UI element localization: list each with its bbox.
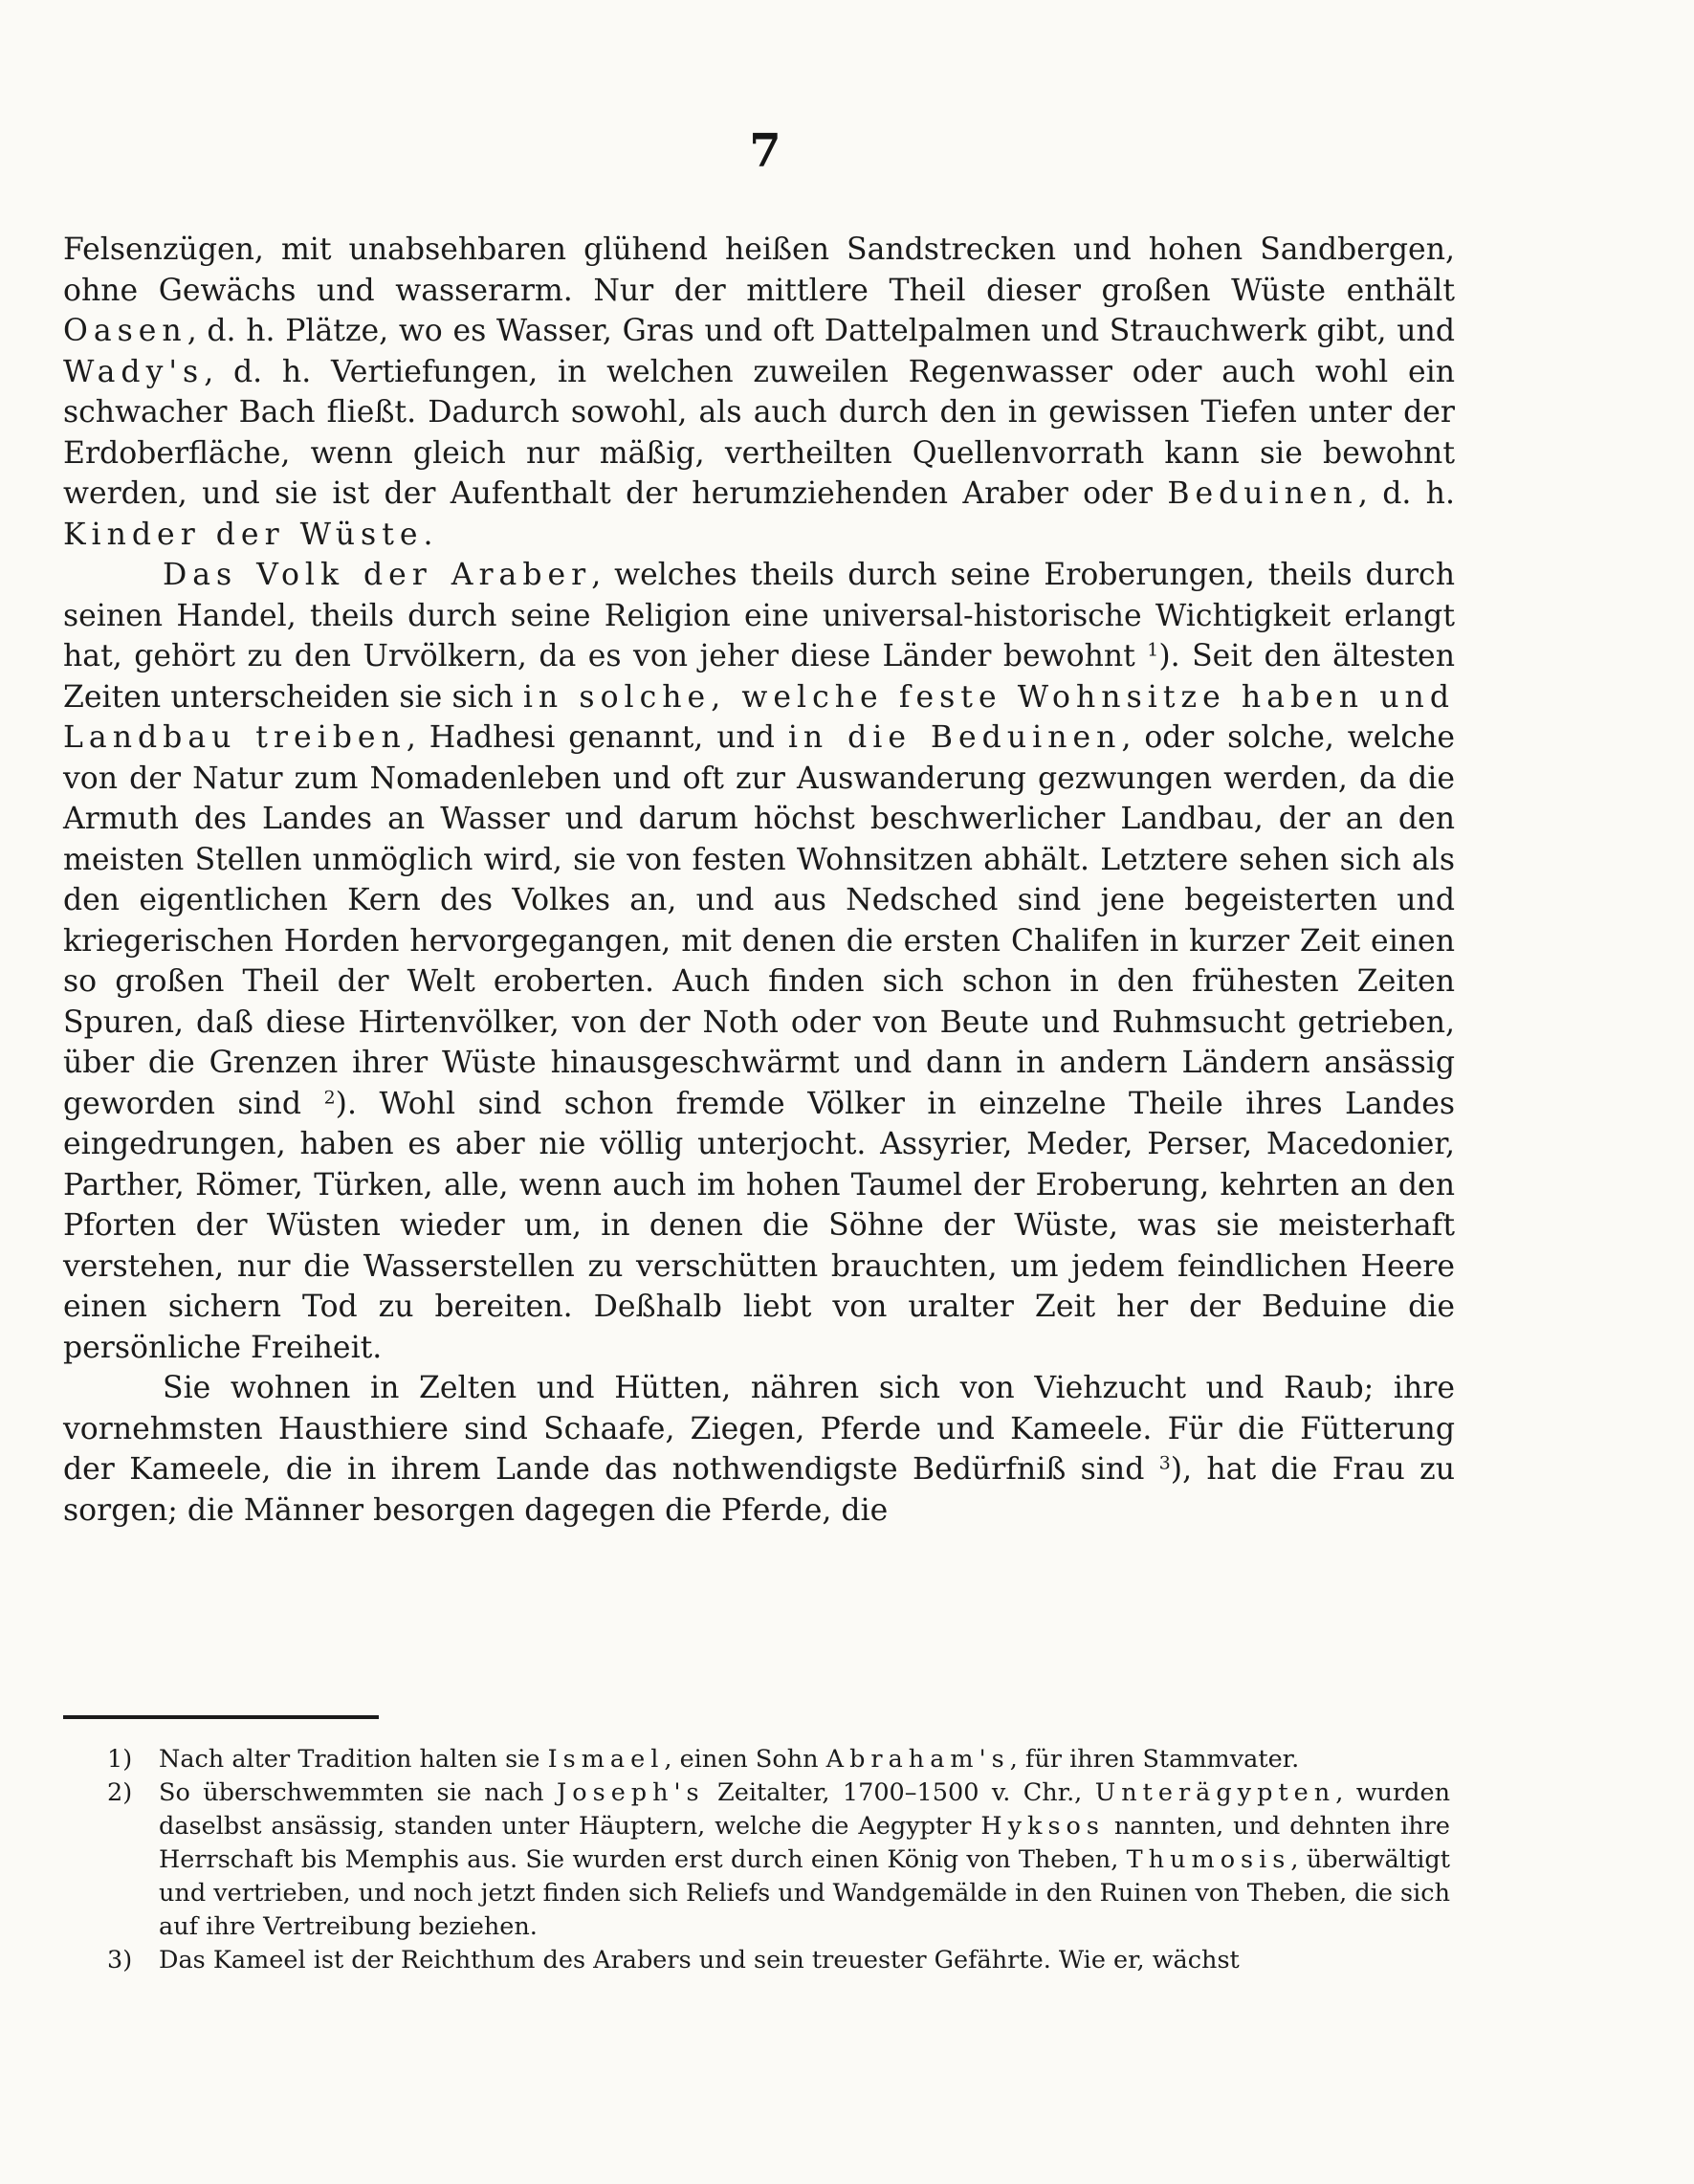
- spaced-emphasis-text: Beduinen: [1167, 476, 1358, 511]
- text-run: . Wohl sind schon fremde Völker in einzelne Theile ihres Landes eingedrungen, haben es aber nie völlig unterjocht. Assyrier, Meder, Perser, Macedonier, Parther, Römer, Türken, alle, wenn auch im hohen Taumel der Eroberung, kehrten an den Pforten der Wüsten wieder um, in denen die Söhne der Wüste, was sie meisterhaft verstehen, nur die Wasserstellen zu verschütten brauchten, um jedem feindlichen Heere einen sichern Tod zu bereiten. Deßhalb liebt von uralter Zeit her der Beduine die persönliche Freiheit.: [63, 1086, 1455, 1365]
- spaced-emphasis-text: Oasen: [63, 314, 187, 348]
- footnote-reference[interactable]: 3: [1158, 1452, 1171, 1474]
- spaced-emphasis-text: in solche, welche feste Wohnsitze haben und Landbau treiben: [63, 679, 1455, 755]
- text-run: , hat die Frau zu sorgen; die Männer besorgen dagegen die Pferde, die: [63, 1452, 1455, 1528]
- footnote-marker: 2): [107, 1778, 133, 1807]
- footnote-reference[interactable]: 2: [323, 1087, 336, 1109]
- text-run: So überschwemmten sie nach: [159, 1778, 558, 1807]
- text-run: Zeitalter, 1700–1500 v. Chr.,: [704, 1778, 1095, 1807]
- page-number: 7: [749, 124, 781, 178]
- footnote: [92, 1743, 1450, 1776]
- paragraph: [63, 230, 1455, 555]
- spaced-emphasis-text: Unterägypten: [1094, 1778, 1336, 1807]
- footnote-rule: [63, 1715, 379, 1719]
- text-run: , d. h. Vertiefungen, in welchen zuweilen Regenwasser oder auch wohl ein schwacher Bach fließt. Dadurch sowohl, als auch durch den in gewissen Tiefen unter der Erdoberfläche, wenn gleich nur mäßig, vertheilten Quellenvorrath kann sie bewohnt werden, und sie ist der Aufenthalt der herumziehenden Araber oder: [63, 354, 1455, 511]
- text-run: Sie wohnen in Zelten und Hütten, nähren sich von Viehzucht und Raub; ihre vornehmsten Hausthiere sind Schaafe, Ziegen, Pferde und Kameele. Für die Fütterung der Kameele, die in ihrem Lande das nothwendigste Bedürfniß sind: [63, 1371, 1455, 1487]
- text-run: , einen Sohn: [664, 1745, 826, 1774]
- text-run: , überwältigt und vertrieben, und noch jetzt finden sich Reliefs und Wandgemälde in den Ruinen von Theben, die sich auf ihre Vertreibung beziehen.: [159, 1845, 1451, 1941]
- text-run: nannten, und dehnten ihre Herrschaft bis Memphis aus. Sie wurden erst durch einen König von Theben,: [159, 1812, 1450, 1874]
- footnote-marker: 3): [107, 1946, 133, 1974]
- text-run: , wurden daselbst ansässig, standen unter Häuptern, welche die Aegypter: [159, 1778, 1450, 1841]
- spaced-emphasis-text: Wady's: [63, 354, 205, 389]
- paragraph: Das Volk der Araber, welches theils durch seine Eroberungen, theils durch seinen Handel, theils durch seine Religion eine universal-historische Wichtigkeit erlangt hat, gehört zu den Urvölkern, da es von jeher diese Länder bewohnt $^1$). Seit den ältesten Zeiten unterscheiden sie sich in solche, welche feste Wohnsitze haben und Landbau treiben, Hadhesi genannt, und in die Beduinen, oder solche, welche von der Natur zum Nomadenleben und oft zur Auswanderung gezwungen werden, da die Armuth des Landes an Wasser und darum höchst beschwerlicher Landbau, der an den meisten Stellen unmöglich wird, sie von festen Wohnsitzen abhält. Letztere sehen sich als den eigentlichen Kern des Volkes an, und aus Nedsched sind jene begeisterten und kriegerischen Horden hervorgegangen, mit denen die ersten Chalifen in kurzer Zeit einen so großen Theil der Welt eroberten. Auch finden sich schon in den frühesten Zeiten Spuren, daß diese Hirtenvölker, von der Noth oder von Beute und Ruhmsucht getrieben, über die Grenzen ihrer Wüste hinausgeschwärmt und dann in andern Ländern ansässig geworden sind $^2$). Wohl sind schon fremde Völker in einzelne Theile ihres Landes eingedrungen, haben es aber nie völlig unterjocht. Assyrier, Meder, Perser, Macedonier, Parther, Römer, Türken, alle, wenn auch im hohen Taumel der Eroberung, kehrten an den Pforten der Wüsten wieder um, in denen die Söhne der Wüste, was sie meisterhaft verstehen, nur die Wasserstellen zu verschütten brauchten, um jedem feindlichen Heere einen sichern Tod zu bereiten. Deßhalb liebt von uralter Zeit her der Beduine die persönliche Freiheit.: [63, 558, 1456, 1365]
- spaced-emphasis-text: in die Beduinen: [787, 720, 1122, 755]
- footnote: [92, 1944, 1450, 1977]
- spaced-emphasis-text: Joseph's: [557, 1778, 705, 1807]
- text-run: Felsenzügen, mit unabsehbaren glühend heißen Sandstrecken und hohen Sandbergen, ohne Gewächs und wasserarm. Nur der mittlere Theil dieser großen Wüste enthält: [63, 232, 1455, 308]
- text-run: Nach alter Tradition halten sie: [159, 1745, 548, 1774]
- text-run: .: [423, 517, 433, 552]
- text-run: Das Kameel ist der Reichthum des Arabers und sein treuester Gefährte. Wie er, wächst: [159, 1946, 1240, 1974]
- footnote-marker: 1): [107, 1745, 133, 1774]
- footnote-reference[interactable]: 1: [1147, 639, 1159, 661]
- text-run: , für ihren Stammvater.: [1009, 1745, 1300, 1774]
- text-run: , Hadhesi genannt, und: [406, 720, 788, 755]
- spaced-emphasis-text: Kinder der Wüste: [63, 517, 424, 552]
- text-run: , oder solche, welche von der Natur zum Nomadenleben und oft zur Auswanderung gezwungen werden, da die Armuth des Landes an Wasser und darum höchst beschwerlicher Landbau, der an den meisten Stellen unmöglich wird, sie von festen Wohnsitzen abhält. Letztere sehen sich als den eigentlichen Kern des Volkes an, und aus Nedsched sind jene begeisterten und kriegerischen Horden hervorgegangen, mit denen die ersten Chalifen in kurzer Zeit einen so großen Theil der Welt eroberten. Auch finden sich schon in den frühesten Zeiten Spuren, daß diese Hirtenvölker, von der Noth oder von Beute und Ruhmsucht getrieben, über die Grenzen ihrer Wüste hinausgeschwärmt und dann in andern Ländern ansässig geworden sind: [63, 720, 1456, 1121]
- text-run: , d. h. Plätze, wo es Wasser, Gras und oft Dattelpalmen und Strauchwerk gibt, und: [187, 314, 1455, 348]
- body-text: [63, 230, 1455, 1531]
- text-run: , welches theils durch seine Eroberungen, theils durch seinen Handel, theils durch seine Religion eine universal-historische Wichtigkeit erlangt hat, gehört zu den Urvölkern, da es von jeher diese Länder bewohnt: [63, 558, 1455, 673]
- footnote: [92, 1776, 1450, 1944]
- paragraph: Sie wohnen in Zelten und Hütten, nähren sich von Viehzucht und Raub; ihre vornehmsten Hausthiere sind Schaafe, Ziegen, Pferde und Kameele. Für die Fütterung der Kameele, die in ihrem Lande das nothwendigste Bedürfniß sind $^3$), hat die Frau zu sorgen; die Männer besorgen dagegen die Pferde, die: [63, 1371, 1455, 1528]
- text-run: . Seit den ältesten Zeiten unterscheiden sie sich: [63, 639, 1455, 715]
- spaced-emphasis-text: Abraham's: [825, 1745, 1010, 1774]
- text-run: , d. h.: [1357, 476, 1455, 511]
- spaced-emphasis-text: Hyksos: [980, 1812, 1105, 1841]
- footnotes: [92, 1743, 1450, 1977]
- spaced-emphasis-text: Das Volk der Araber: [163, 558, 592, 592]
- spaced-emphasis-text: Ismael: [547, 1745, 665, 1774]
- spaced-emphasis-text: Thumosis: [1126, 1845, 1291, 1874]
